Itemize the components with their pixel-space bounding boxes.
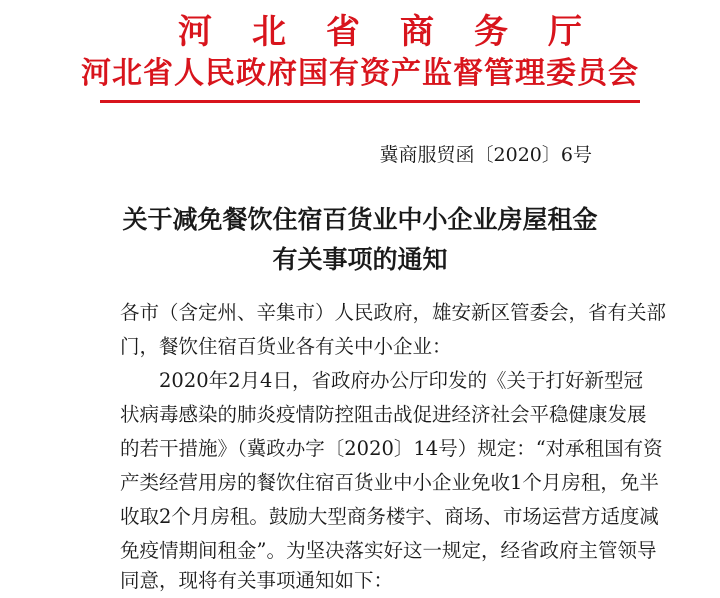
issuer-header-line-2: 河北省人民政府国有资产监督管理委员会 [81, 56, 639, 91]
header-red-rule [100, 100, 640, 103]
issuer-header-line-1: 河北省商务厅 [178, 12, 622, 52]
body-line: 各市（含定州、辛集市）人民政府，雄安新区管委会，省有关部 [120, 301, 667, 324]
body-line: 收取2个月房租。鼓励大型商务楼宇、商场、市场运营方适度减 [120, 505, 659, 528]
body-line: 的若干措施》（冀政办字〔2020〕14号）规定：“对承租国有资 [120, 437, 663, 460]
body-line: 免疫情期间租金”。为坚决落实好这一规定，经省政府主管领导 [120, 539, 657, 562]
body-line: 状病毒感染的肺炎疫情防控阻击战促进经济社会平稳健康发展 [120, 403, 647, 426]
document-title-line-2: 有关事项的通知 [272, 245, 448, 274]
body-line: 产类经营用房的餐饮住宿百货业中小企业免收1个月房租，免半 [120, 471, 659, 494]
document-number: 冀商服贸函〔2020〕6号 [379, 144, 592, 166]
document-title-line-1: 关于减免餐饮住宿百货业中小企业房屋租金 [122, 205, 598, 234]
body-line: 同意，现将有关事项通知如下： [120, 569, 394, 592]
body-line: 2020年2月4日，省政府办公厅印发的《关于打好新型冠 [120, 369, 643, 392]
body-line: 门，餐饮住宿百货业各有关中小企业： [120, 335, 452, 358]
